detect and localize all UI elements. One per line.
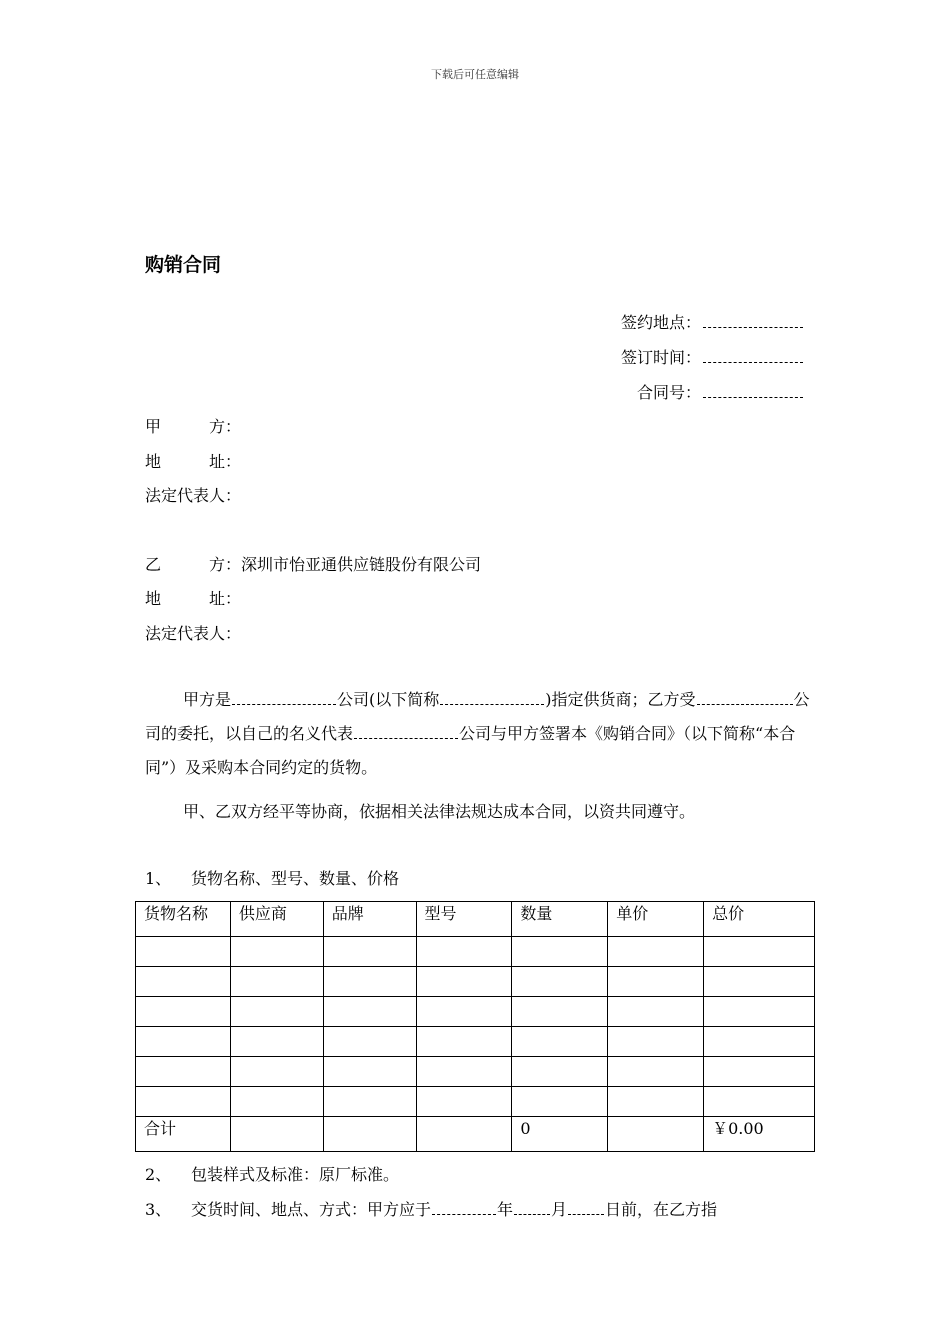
- table-cell[interactable]: [136, 967, 231, 997]
- table-cell[interactable]: [512, 1087, 608, 1117]
- table-header-cell: 品牌: [323, 902, 416, 937]
- contract-no-label: 合同号：: [636, 383, 701, 402]
- table-cell[interactable]: [512, 967, 608, 997]
- table-header-cell: 单价: [608, 902, 704, 937]
- table-cell: [608, 1117, 704, 1152]
- party-b-name-line: [145, 552, 481, 575]
- table-header-cell: 数量: [512, 902, 608, 937]
- table-cell: [416, 1117, 512, 1152]
- signing-date-blank[interactable]: [703, 361, 803, 363]
- goods-table: [135, 901, 815, 1152]
- table-cell[interactable]: [230, 937, 323, 967]
- table-cell[interactable]: [136, 1027, 231, 1057]
- intro-text-e: 公司与甲方签署本《购销合同》（以下简称“本合同”）及采购本合同约定的货物。: [145, 724, 796, 777]
- section-3-number: 3、: [145, 1200, 172, 1219]
- table-cell[interactable]: [704, 1027, 815, 1057]
- intro-text-c: )指定供货商；乙方受: [545, 690, 696, 709]
- table-row: [136, 967, 815, 997]
- section-2-number: 2、: [145, 1165, 172, 1184]
- table-cell: [323, 1117, 416, 1152]
- table-cell[interactable]: [136, 1057, 231, 1087]
- table-cell[interactable]: [416, 1027, 512, 1057]
- contract-no-blank[interactable]: [703, 396, 803, 398]
- table-cell[interactable]: [608, 937, 704, 967]
- section-1-text: 货物名称、型号、数量、价格: [191, 869, 400, 888]
- table-cell[interactable]: [230, 967, 323, 997]
- party-b-address-line: [145, 586, 241, 609]
- principal-company-blank[interactable]: [697, 692, 793, 705]
- total-amount-cell: ￥0.00: [704, 1117, 815, 1152]
- delivery-month-blank[interactable]: [514, 1202, 550, 1215]
- table-cell[interactable]: [608, 1087, 704, 1117]
- contract-title: 购销合同: [145, 254, 222, 276]
- table-header-cell: 总价: [704, 902, 815, 937]
- table-cell[interactable]: [416, 1057, 512, 1087]
- table-cell[interactable]: [608, 1027, 704, 1057]
- total-label-cell: 合计: [136, 1117, 231, 1152]
- table-cell[interactable]: [704, 937, 815, 967]
- party-a-address-label: 地 址：: [145, 452, 242, 471]
- table-header-row: [136, 902, 815, 937]
- table-cell[interactable]: [323, 1057, 416, 1087]
- table-cell[interactable]: [608, 997, 704, 1027]
- table-cell[interactable]: [704, 1057, 815, 1087]
- party-b-name-label: 乙 方：: [145, 555, 242, 574]
- table-cell[interactable]: [416, 1087, 512, 1117]
- section-2-heading: [145, 1162, 399, 1185]
- table-cell[interactable]: [323, 937, 416, 967]
- table-cell[interactable]: [512, 1057, 608, 1087]
- delivery-day-blank[interactable]: [568, 1202, 604, 1215]
- table-cell[interactable]: [416, 997, 512, 1027]
- table-cell[interactable]: [608, 967, 704, 997]
- party-a-name-line: [145, 414, 241, 437]
- signing-date-label: 签订时间：: [620, 348, 701, 367]
- table-row: [136, 1087, 815, 1117]
- table-cell[interactable]: [136, 997, 231, 1027]
- party-a-address-line: [145, 449, 241, 472]
- table-row: [136, 1057, 815, 1087]
- short-name-blank[interactable]: [440, 692, 544, 705]
- table-cell[interactable]: [230, 997, 323, 1027]
- table-cell[interactable]: [323, 1087, 416, 1117]
- signing-place-label: 签约地点：: [620, 313, 701, 332]
- intro-paragraph-2: 甲、乙双方经平等协商，依据相关法律法规达成本合同，以资共同遵守。: [183, 802, 696, 821]
- intro-paragraph: [145, 683, 810, 785]
- table-header-cell: 型号: [416, 902, 512, 937]
- table-row: [136, 1027, 815, 1057]
- table-cell[interactable]: [323, 997, 416, 1027]
- section-3-text-a: 交货时间、地点、方式：甲方应于: [191, 1200, 432, 1219]
- table-header-cell: 供应商: [230, 902, 323, 937]
- table-cell[interactable]: [136, 1087, 231, 1117]
- total-quantity-cell: 0: [512, 1117, 608, 1152]
- section-1-number: 1、: [145, 869, 172, 888]
- section-2-text: 包装样式及标准：原厂标准。: [191, 1165, 400, 1184]
- intro-text-b: 公司(以下简称: [337, 690, 440, 709]
- table-cell[interactable]: [416, 937, 512, 967]
- signing-date-line: [621, 345, 805, 368]
- signing-place-line: [621, 310, 805, 333]
- party-b-rep-line: [145, 621, 241, 644]
- represented-company-blank[interactable]: [354, 726, 458, 739]
- section-3-month: 月: [551, 1200, 568, 1219]
- table-cell[interactable]: [416, 967, 512, 997]
- party-a-rep-label: 法定代表人：: [145, 486, 242, 505]
- section-1-heading: [145, 866, 399, 889]
- table-cell[interactable]: [704, 997, 815, 1027]
- table-row: [136, 997, 815, 1027]
- section-3-year: 年: [497, 1200, 514, 1219]
- table-cell[interactable]: [512, 997, 608, 1027]
- table-cell[interactable]: [704, 1087, 815, 1117]
- party-a-rep-line: [145, 483, 241, 506]
- contract-no-line: [637, 380, 805, 403]
- section-3-heading: [145, 1197, 717, 1220]
- table-cell[interactable]: [230, 1087, 323, 1117]
- table-header-cell: 货物名称: [136, 902, 231, 937]
- table-cell[interactable]: [704, 967, 815, 997]
- table-cell[interactable]: [323, 967, 416, 997]
- table-cell[interactable]: [512, 1027, 608, 1057]
- delivery-year-blank[interactable]: [432, 1202, 496, 1215]
- section-3-text-d: 日前，在乙方指: [605, 1200, 718, 1219]
- party-b-name-value: 深圳市怡亚通供应链股份有限公司: [241, 555, 482, 574]
- table-cell[interactable]: [136, 937, 231, 967]
- table-cell[interactable]: [608, 1057, 704, 1087]
- party-b-address-label: 地 址：: [145, 589, 242, 608]
- party-b-rep-label: 法定代表人：: [145, 624, 242, 643]
- signing-place-blank[interactable]: [703, 326, 803, 328]
- table-row: [136, 937, 815, 967]
- table-cell[interactable]: [323, 1027, 416, 1057]
- table-cell[interactable]: [230, 1057, 323, 1087]
- party-a-name-label: 甲 方：: [145, 417, 242, 436]
- supplier-company-blank[interactable]: [232, 692, 336, 705]
- table-cell[interactable]: [230, 1027, 323, 1057]
- intro-text-a: 甲方是: [183, 690, 232, 709]
- table-total-row: [136, 1117, 815, 1152]
- intro-text-d: 公司的委托，以自己的名义代表: [145, 690, 810, 743]
- header-note: 下载后可任意编辑: [431, 68, 519, 81]
- table-cell[interactable]: [512, 937, 608, 967]
- table-cell: [230, 1117, 323, 1152]
